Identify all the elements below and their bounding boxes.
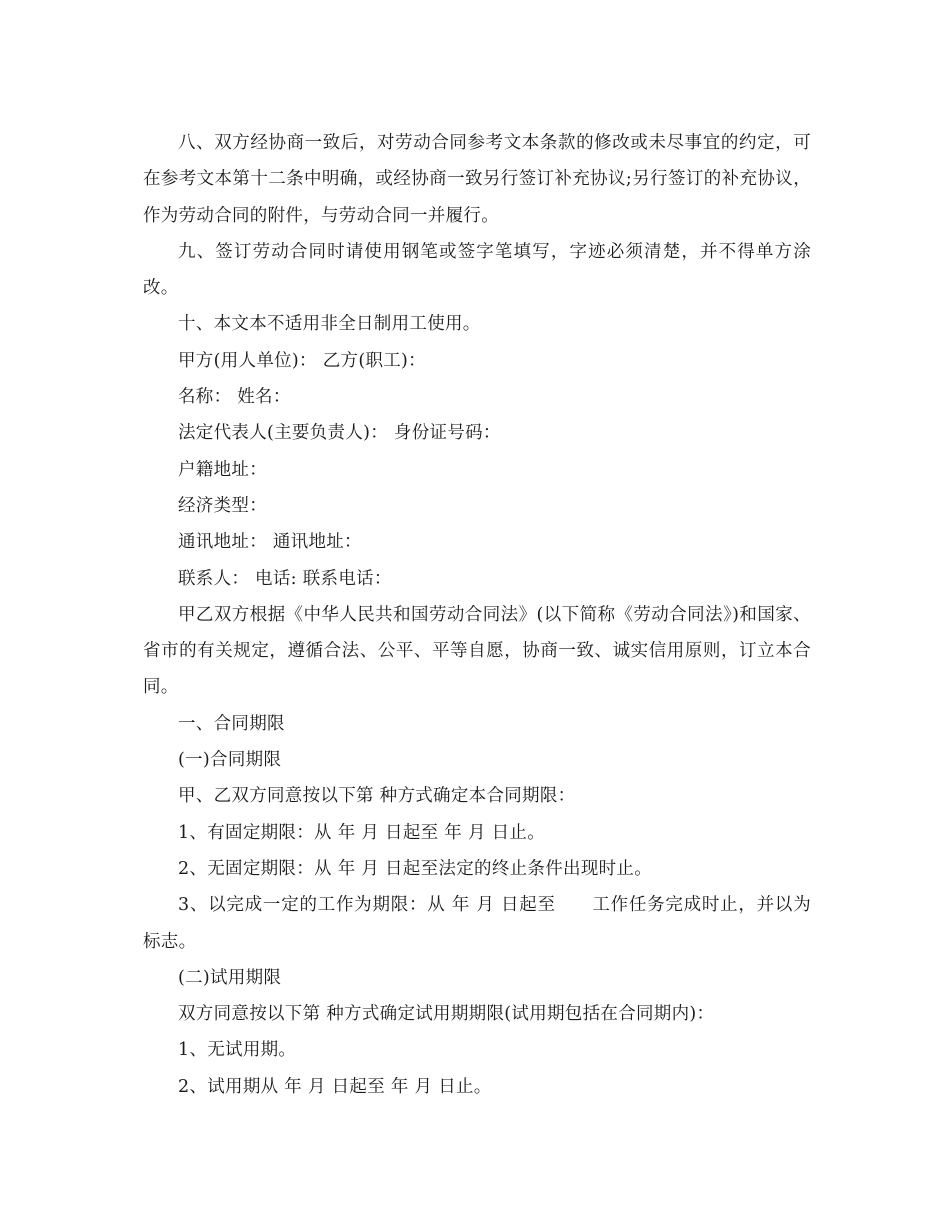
economic-type-line: 经济类型： — [178, 495, 267, 516]
term-option-3: 3、以完成一定的工作为期限：从 年 月 日起至 工作任务完成时止，并以为标志。 — [143, 895, 811, 952]
representative-line: 法定代表人(主要负责人)： 身份证号码： — [178, 423, 501, 444]
parties-line: 甲方(用人单位)： 乙方(职工)： — [178, 350, 426, 371]
mailing-address-line: 通讯地址： 通讯地址： — [178, 532, 362, 553]
section-heading-term: 一、合同期限 — [178, 713, 285, 734]
name-line: 名称： 姓名： — [178, 387, 291, 408]
contact-line: 联系人： 电话: 联系电话： — [178, 568, 392, 589]
term-option-1: 1、有固定期限：从 年 月 日起至 年 月 日止。 — [178, 822, 546, 843]
household-address-line: 户籍地址： — [178, 459, 267, 480]
term-method-line: 甲、乙双方同意按以下第 种方式确定本合同期限： — [178, 786, 576, 807]
subsection-heading-probation: (二)试用期限 — [178, 967, 282, 988]
probation-option-2: 2、试用期从 年 月 日起至 年 月 日止。 — [178, 1076, 492, 1097]
probation-option-1: 1、无试用期。 — [178, 1040, 297, 1061]
clause-9-paragraph: 九、签订劳动合同时请使用钢笔或签字笔填写，字迹必须清楚，并不得单方涂改。 — [143, 241, 811, 299]
clause-8-paragraph: 八、双方经协商一致后，对劳动合同参考文本条款的修改或未尽事宜的约定，可在参考文本第十二条中明确，或经协商一致另行签订补充协议;另行签订的补充协议，作为劳动合同的附件，与劳动合同一并履行。 — [143, 133, 811, 226]
term-option-2: 2、无固定期限：从 年 月 日起至法定的终止条件出现时止。 — [178, 858, 653, 879]
probation-method-line: 双方同意按以下第 种方式确定试用期期限(试用期包括在合同期内)： — [178, 1004, 715, 1025]
document-body — [143, 125, 811, 1105]
clause-10-paragraph: 十、本文本不适用非全日制用工使用。 — [178, 314, 481, 335]
subsection-heading-contract-term: (一)合同期限 — [178, 750, 282, 771]
preamble-paragraph: 甲乙双方根据《中华人民共和国劳动合同法》(以下简称《劳动合同法》)和国家、省市的有关规定，遵循合法、公平、平等自愿，协商一致、诚实信用原则，订立本合同。 — [143, 604, 811, 698]
